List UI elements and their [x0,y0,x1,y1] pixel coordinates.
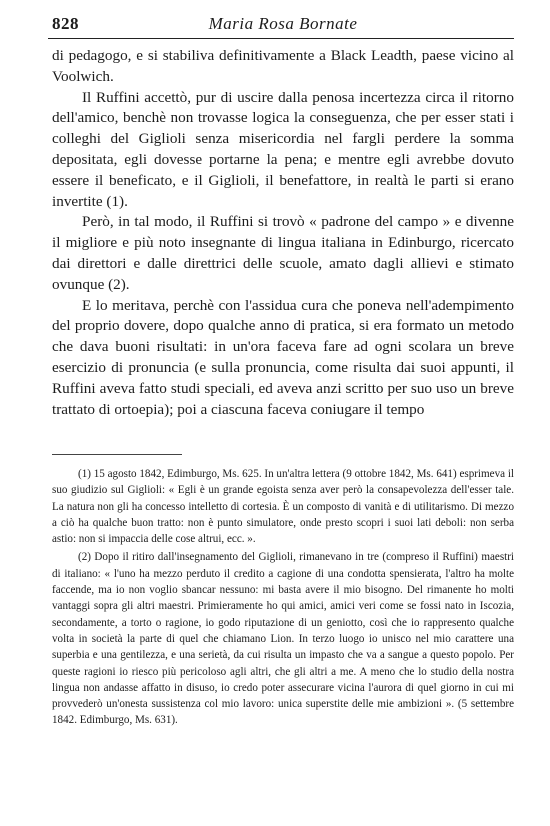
running-head: Maria Rosa Bornate [208,14,358,33]
footnote: (2) Dopo il ritiro dall'insegnamento del Giglioli, rimanevano in tre (compreso il Ruffini) maestri di italiano: « l'uno ha mezzo perduto il credito a cagione di una condotta spensierata, l'altro ha molte faccende, ma io non voglio sbancar nessuno: mi basta avere il mio bisogno. Del rimanente ho molti vantaggi sopra gli altri maestri. Primieramente ho qui amici, amici veri come se fossi nato in Iscozia, secondamente, a torto o ragione, io godo riputazione di un geniotto, così che io rappresento qualche volta in società la parte di quel che chiamano Lion. In terzo luogo io unisco nel mio carattere una superbia e una gentilezza, e una serietà, da cui risulta un impasto che va a sangue a questo popolo. Per queste ragioni io riesco più pericoloso agli altri, che gli altri a me. A meno che lo studio della nostra lingua non andasse affatto in disuso, io credo poter assecurare vicina l'aurora di quel giorno in cui mi provvederò un'onesta sussistenza col mio lavoro: unica superstite delle mie ambizioni ». (5 settembre 1842. Edimburgo, Ms. 631). [52,551,514,727]
body-paragraph: E lo meritava, perchè con l'assidua cura che poneva nell'adempimento del proprio dovere, dopo qualche anno di pratica, si era formato un metodo che dava buoni risultati: in un'ora faceva fare ad ogni scolara un breve esercizio di pronuncia (e sulla pronuncia, come risulta dai suoi appunti, il Ruffini aveva fatto studi speciali, ed aveva anzi scritto per suo uso un breve trattato di ortoepia); poi a ciascuna faceva coniugare il tempo [52,296,514,418]
header-rule [48,38,514,39]
page-number: 828 [52,14,79,33]
footnote-separator [52,454,182,455]
page-header [52,14,514,36]
body-paragraph: di pedagogo, e si stabiliva definitivamente a Black Leadth, paese vicino al Voolwich. [52,47,514,85]
main-text [52,46,514,420]
footnotes [52,466,514,731]
footnote: (1) 15 agosto 1842, Edimburgo, Ms. 625. In un'altra lettera (9 ottobre 1842, Ms. 641) esprimeva il suo giudizio sul Giglioli: « Egli è un grande egoista senza aver però la consapevolezza dell'esser tale. La natura non gli ha concesso intelletto di cortesia. È un composto di vanità e di utilitarismo. Di mezzo a ciò ha qualche buon tratto: non è punto simulatore, onde presto scopri i suoi lati deboli: non serba astio: non si impaccia delle cose altrui, ecc. ». [52,468,514,546]
body-paragraph: Il Ruffini accettò, pur di uscire dalla penosa incertezza circa il ritorno dell'amico, benchè non trovasse logica la conseguenza, che per esser stati i colleghi del Giglioli senza misericordia nel fargli perdere la somma depositata, egli dovesse portarne la pena; e mentre egli avrebbe dovuto essere il beneficato, e il Giglioli, il benefattore, in realtà le parti si erano invertite (1). [52,88,514,210]
body-paragraph: Però, in tal modo, il Ruffini si trovò « padrone del campo » e divenne il migliore e più noto insegnante di lingua italiana in Edinburgo, ricercato dai direttori e dalle direttrici delle scuole, amato dagli allievi e stimato ovunque (2). [52,213,514,293]
